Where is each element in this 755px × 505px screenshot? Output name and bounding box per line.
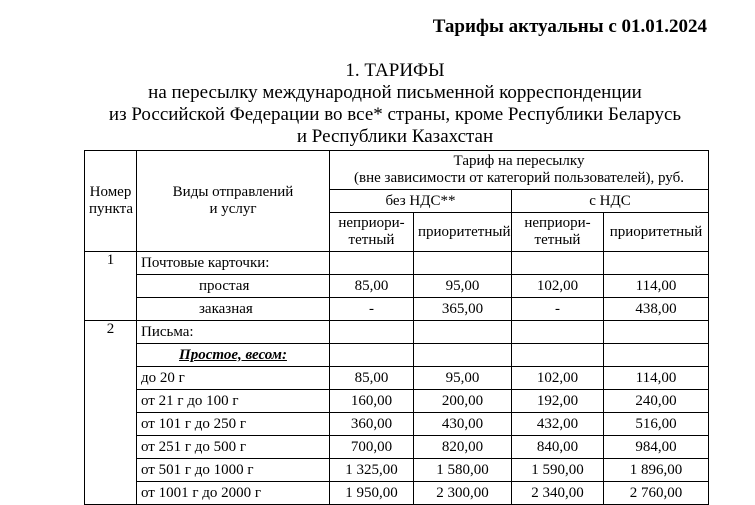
section-number-2: 2 (85, 321, 137, 505)
section-label-letters: Письма: (137, 321, 330, 344)
header-item-number (85, 151, 137, 252)
header-priority-novat: приоритетный (414, 213, 512, 252)
table-row (85, 298, 709, 321)
price-priority-vat: 984,00 (604, 436, 709, 459)
price-priority-novat: 2 300,00 (414, 482, 512, 505)
document-title (0, 60, 755, 148)
price-nonpriority-vat: 192,00 (512, 390, 604, 413)
row-name: от 101 г до 250 г (137, 413, 330, 436)
price-priority-vat: 240,00 (604, 390, 709, 413)
title-line-3: из Российской Федерации во все* страны, кроме Республики Беларусь (108, 104, 682, 125)
price-nonpriority-novat: 160,00 (330, 390, 414, 413)
table-row (85, 252, 709, 275)
price-priority-novat: 95,00 (414, 275, 512, 298)
header-nonpriority-novat-line1: неприори- (338, 215, 405, 231)
price-priority-novat: 1 580,00 (414, 459, 512, 482)
table-row (85, 436, 709, 459)
section-number-1: 1 (85, 252, 137, 321)
table-row (85, 482, 709, 505)
title-line-4: и Республики Казахстан (296, 126, 494, 147)
price-priority-vat: 1 896,00 (604, 459, 709, 482)
table-row (85, 459, 709, 482)
title-line-2: на пересылку международной письменной корреспонденции (148, 82, 642, 103)
price-nonpriority-novat: 1 950,00 (330, 482, 414, 505)
header-tariff-line1: Тариф на пересылку (453, 153, 585, 169)
row-name: простая (137, 275, 330, 298)
table-row (85, 321, 709, 344)
price-nonpriority-novat: 700,00 (330, 436, 414, 459)
price-priority-vat: 114,00 (604, 275, 709, 298)
subsection-label-simple: Простое, весом: (179, 346, 287, 363)
row-name: до 20 г (137, 367, 330, 390)
header-nonpriority-vat (512, 213, 604, 252)
effective-date-note: Тарифы актуальны с 01.01.2024 (432, 16, 707, 37)
table-row (85, 344, 709, 367)
section-label-postcards: Почтовые карточки: (137, 252, 330, 275)
header-nonpriority-vat-line2: тетный (534, 232, 581, 248)
header-item-number-line2: пункта (89, 201, 134, 217)
table-row (85, 390, 709, 413)
price-priority-novat: 820,00 (414, 436, 512, 459)
header-without-vat: без НДС** (330, 190, 512, 213)
price-priority-novat: 365,00 (414, 298, 512, 321)
price-priority-vat: 114,00 (604, 367, 709, 390)
price-nonpriority-vat: 2 340,00 (512, 482, 604, 505)
table-row (85, 367, 709, 390)
price-nonpriority-novat: 1 325,00 (330, 459, 414, 482)
header-service-kind-line2: и услуг (209, 201, 257, 217)
price-priority-vat: 438,00 (604, 298, 709, 321)
title-line-1: 1. ТАРИФЫ (345, 60, 445, 81)
price-priority-vat: 516,00 (604, 413, 709, 436)
header-tariff (330, 151, 709, 190)
row-name: от 501 г до 1000 г (137, 459, 330, 482)
price-priority-novat: 430,00 (414, 413, 512, 436)
header-row-1 (85, 151, 709, 190)
header-nonpriority-novat (330, 213, 414, 252)
price-nonpriority-vat: 1 590,00 (512, 459, 604, 482)
header-priority-vat: приоритетный (604, 213, 709, 252)
header-with-vat: с НДС (512, 190, 709, 213)
price-nonpriority-novat: - (330, 298, 414, 321)
row-name: от 251 г до 500 г (137, 436, 330, 459)
row-name: от 1001 г до 2000 г (137, 482, 330, 505)
price-nonpriority-novat: 85,00 (330, 367, 414, 390)
price-nonpriority-novat: 360,00 (330, 413, 414, 436)
price-nonpriority-vat: 432,00 (512, 413, 604, 436)
table-row (85, 413, 709, 436)
price-nonpriority-vat: - (512, 298, 604, 321)
price-nonpriority-vat: 102,00 (512, 275, 604, 298)
price-priority-vat: 2 760,00 (604, 482, 709, 505)
price-priority-novat: 95,00 (414, 367, 512, 390)
row-name: заказная (137, 298, 330, 321)
header-service-kind (137, 151, 330, 252)
price-nonpriority-vat: 840,00 (512, 436, 604, 459)
header-tariff-line2: (вне зависимости от категорий пользователей), руб. (354, 170, 684, 186)
header-nonpriority-novat-line2: тетный (348, 232, 395, 248)
price-nonpriority-vat: 102,00 (512, 367, 604, 390)
header-service-kind-line1: Виды отправлений (172, 184, 294, 200)
tariff-table (84, 150, 709, 505)
row-name: от 21 г до 100 г (137, 390, 330, 413)
price-priority-novat: 200,00 (414, 390, 512, 413)
header-nonpriority-vat-line1: неприори- (524, 215, 591, 231)
header-item-number-line1: Номер (89, 184, 132, 200)
table-row (85, 275, 709, 298)
price-nonpriority-novat: 85,00 (330, 275, 414, 298)
